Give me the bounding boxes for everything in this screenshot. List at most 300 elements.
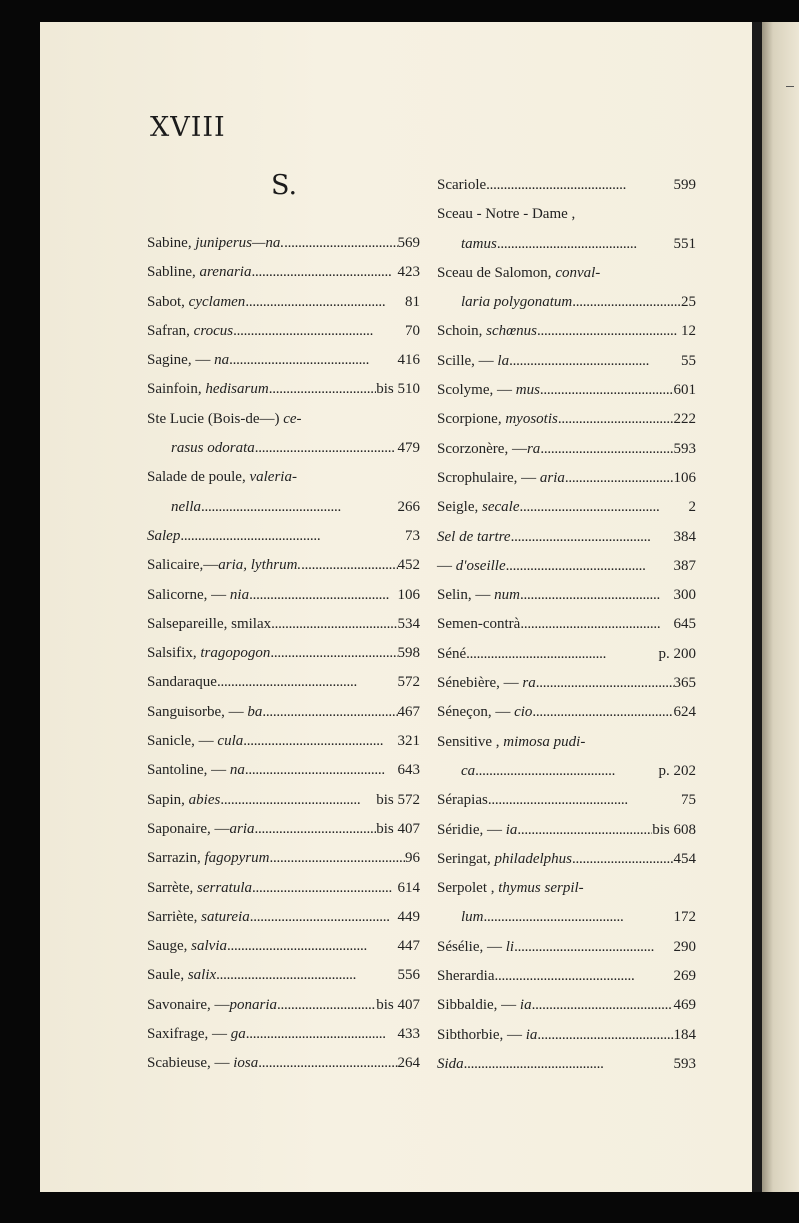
entry-page-number: 452 [397, 557, 420, 574]
entry-page-number: 184 [673, 1026, 696, 1043]
entry-term [437, 493, 519, 522]
entry-page-number: 593 [673, 1055, 696, 1072]
entry-latin-name: ia [525, 1026, 538, 1043]
index-entry [437, 728, 696, 757]
page-number: XVIII [150, 112, 226, 143]
entry-term [437, 816, 517, 845]
dot-leader [540, 435, 673, 464]
entry-term [437, 962, 494, 991]
entry-page-number: 601 [673, 382, 696, 399]
dot-leader [284, 229, 397, 258]
index-entry [437, 171, 696, 200]
entry-name: Séneçon, — [437, 704, 515, 721]
entry-page-number: 598 [397, 645, 420, 662]
index-entry [437, 1050, 696, 1079]
index-entry [437, 317, 696, 346]
entry-term [147, 229, 284, 258]
entry-term [147, 258, 251, 287]
entry-term [461, 757, 475, 786]
dot-leader [250, 903, 398, 932]
entry-page-number: 534 [397, 615, 420, 632]
entry-term [437, 259, 600, 288]
entry-page-number: 106 [397, 586, 420, 603]
entry-name: Scabieuse, — [147, 1055, 234, 1072]
entry-latin-name: ia [519, 997, 532, 1014]
entry-name: Sarriète, [147, 908, 202, 925]
dot-leader [277, 991, 376, 1020]
entry-term [147, 581, 249, 610]
entry-term [147, 463, 297, 492]
entry-term [147, 1020, 246, 1049]
entry-latin-name: serratula [196, 879, 252, 896]
index-entry [147, 668, 420, 697]
entry-name: Serpolet , [437, 880, 499, 897]
entry-page-number: 469 [673, 997, 696, 1014]
entry-term [147, 961, 216, 990]
index-entry [437, 1021, 696, 1050]
dot-leader [506, 552, 674, 581]
index-entry [437, 405, 696, 434]
entry-latin-name: crocus [193, 322, 234, 339]
dot-leader [233, 317, 405, 346]
entry-name: Saule, [147, 967, 188, 984]
dot-leader [464, 1050, 674, 1079]
index-entry [147, 874, 420, 903]
entry-term [147, 815, 255, 844]
entry-latin-name: Sel de tartre [437, 528, 511, 545]
entry-term [437, 435, 540, 464]
index-entry [147, 727, 420, 756]
dot-leader [466, 640, 658, 669]
entry-latin-name: na [214, 352, 230, 369]
entry-page-number: 321 [397, 733, 420, 750]
entry-latin-name: secale [482, 499, 520, 516]
entry-name: Sarrazin, [147, 850, 205, 867]
index-entry [147, 991, 420, 1020]
index-entry [437, 493, 696, 522]
index-entry [147, 317, 420, 346]
dot-leader [251, 258, 397, 287]
entry-latin-name: salix [187, 967, 217, 984]
entry-name: Salicorne, — [147, 586, 230, 603]
dot-leader [301, 551, 397, 580]
entry-term [171, 434, 255, 463]
entry-name: Séné [437, 645, 467, 662]
entry-name: Sandaraque [147, 674, 217, 691]
entry-page-number: 599 [673, 177, 696, 193]
entry-latin-name: cyclamen [188, 293, 246, 310]
entry-latin-name: hedisarum [205, 381, 269, 398]
entry-name: Semen-contrà [437, 616, 521, 633]
facing-page-edge [762, 22, 799, 1192]
index-entry [147, 522, 420, 551]
entry-term [437, 171, 486, 200]
entry-page-number: 365 [673, 675, 696, 692]
entry-latin-name: conval- [555, 264, 601, 281]
dot-leader [520, 581, 674, 610]
entry-page-number: 569 [397, 235, 420, 251]
entry-latin-name: ra [522, 675, 536, 692]
entry-latin-name: fagopyrum [204, 850, 270, 867]
entry-name: Santoline, — [147, 762, 230, 779]
entry-page-number: 73 [405, 527, 420, 544]
entry-page-number: 551 [673, 235, 696, 252]
index-entry [147, 903, 420, 932]
index-entry [147, 551, 420, 580]
index-entry [147, 375, 420, 404]
entry-term [437, 991, 532, 1020]
entry-term [147, 668, 217, 697]
dot-leader [227, 932, 397, 961]
entry-term [437, 581, 520, 610]
entry-page-number: 2 [688, 499, 696, 516]
entry-page-number: 300 [673, 587, 696, 604]
index-entry [147, 1049, 420, 1078]
dot-leader [558, 405, 674, 434]
dot-leader [271, 610, 397, 639]
entry-term [147, 375, 269, 404]
entry-name: Sésélie, — [437, 938, 506, 955]
index-entry [437, 816, 696, 845]
index-entry [437, 786, 696, 815]
entry-term [147, 786, 220, 815]
entry-page-number: bis 608 [652, 821, 696, 838]
index-entry [147, 639, 420, 668]
entry-page-number: 75 [681, 792, 696, 809]
entry-term [437, 698, 532, 727]
entry-term [147, 522, 180, 551]
entry-name: Selin, — [437, 587, 495, 604]
entry-name: Sabline, [147, 264, 200, 281]
dot-leader [532, 991, 674, 1020]
dot-leader [258, 1049, 397, 1078]
index-entry [147, 815, 420, 844]
index-entry [437, 230, 696, 259]
entry-page-number: p. 202 [658, 762, 696, 779]
entry-term [147, 903, 250, 932]
dot-leader [246, 1020, 398, 1049]
entry-name: Sibthorbie, — [437, 1026, 526, 1043]
entry-term [437, 200, 575, 229]
entry-latin-name: schœnus [486, 323, 538, 340]
entry-latin-name: ia [505, 821, 518, 838]
index-entry [147, 581, 420, 610]
entry-page-number: p. 200 [658, 645, 696, 662]
dot-leader [540, 376, 674, 405]
entry-name: Ste Lucie (Bois-de—) [147, 410, 284, 427]
entry-name: Scariole [437, 177, 487, 193]
entry-term [437, 640, 466, 669]
entry-latin-name: laria polygonatum [461, 294, 573, 311]
index-entry [437, 903, 696, 932]
entry-term [147, 610, 271, 639]
entry-page-number: 556 [397, 967, 420, 984]
entry-name: Schoin, [437, 323, 487, 340]
dot-leader [520, 610, 673, 639]
entry-term [437, 845, 572, 874]
entry-term [147, 639, 270, 668]
entry-latin-name: Salep [147, 527, 181, 544]
entry-latin-name: abies [188, 791, 221, 808]
entry-name: Sarrète, [147, 879, 197, 896]
entry-term [147, 551, 301, 580]
entry-term [147, 844, 269, 873]
index-entry [147, 288, 420, 317]
entry-term [437, 317, 537, 346]
entry-latin-name: valeria- [249, 469, 297, 486]
entry-term [147, 346, 229, 375]
entry-page-number: 433 [397, 1026, 420, 1043]
entry-name: Sapin, [147, 791, 189, 808]
entry-latin-name: ca [461, 762, 476, 779]
entry-name: Sainfoin, [147, 381, 206, 398]
entry-latin-name: juniperus—na. [195, 235, 285, 251]
index-entry [437, 757, 696, 786]
entry-term [461, 288, 572, 317]
entry-page-number: bis 407 [376, 996, 420, 1013]
index-entry [437, 523, 696, 552]
index-entry [147, 844, 420, 873]
dot-leader [249, 581, 397, 610]
entry-name: Salicaire,— [147, 557, 219, 574]
entry-name: Savonaire, — [147, 996, 230, 1013]
entry-name: Sabine, [147, 235, 196, 251]
section-letter: S. [271, 170, 298, 201]
entry-latin-name: mus [515, 382, 540, 399]
entry-latin-name: ce- [283, 410, 302, 427]
index-entry [437, 933, 696, 962]
entry-latin-name: aria [229, 820, 255, 837]
entry-latin-name: tamus [461, 235, 497, 252]
entry-term [147, 932, 227, 961]
dot-leader [565, 464, 674, 493]
entry-latin-name: ba [247, 703, 263, 720]
dot-leader [537, 317, 681, 346]
entry-page-number: 55 [681, 352, 696, 369]
entry-page-number: 266 [397, 498, 420, 515]
entry-latin-name: philadelphus [494, 850, 572, 867]
index-entry [437, 610, 696, 639]
dot-leader [180, 522, 405, 551]
entry-page-number: 290 [673, 938, 696, 955]
index-entry [147, 756, 420, 785]
entry-term [437, 610, 520, 639]
index-entry [437, 435, 696, 464]
entry-latin-name: myosotis [505, 411, 558, 428]
entry-latin-name: li [505, 938, 515, 955]
index-entry [147, 434, 420, 463]
entry-latin-name: nia [229, 586, 250, 603]
index-entry [437, 288, 696, 317]
dot-leader [255, 815, 377, 844]
entry-term [147, 727, 243, 756]
entry-name: Salade de poule, [147, 469, 250, 486]
entry-name: Séridie, — [437, 821, 506, 838]
entry-page-number: 454 [673, 850, 696, 867]
dot-leader [532, 698, 673, 727]
entry-page-number: bis 510 [376, 381, 420, 398]
index-entry [147, 961, 420, 990]
entry-term [437, 405, 558, 434]
index-entry [147, 610, 420, 639]
entry-page-number: 384 [673, 528, 696, 545]
index-entry [147, 932, 420, 961]
entry-page-number: 447 [397, 938, 420, 955]
entry-page-number: 467 [397, 703, 420, 720]
entry-latin-name: thymus serpil- [498, 880, 584, 897]
entry-page-number: 645 [673, 616, 696, 633]
entry-name: Sherardia [437, 968, 495, 985]
entry-page-number: 416 [397, 352, 420, 369]
entry-page-number: 12 [681, 323, 696, 340]
dot-leader [475, 757, 658, 786]
entry-name: Seigle, [437, 499, 482, 516]
entry-latin-name: nella [171, 498, 201, 515]
entry-latin-name: tragopogon [200, 645, 271, 662]
entry-term [437, 523, 511, 552]
entry-term [147, 288, 245, 317]
dot-leader [486, 171, 673, 200]
entry-name: Sabot, [147, 293, 189, 310]
index-entry [147, 463, 420, 492]
index-entry [437, 376, 696, 405]
entry-name: Safran, [147, 322, 194, 339]
entry-page-number: bis 572 [376, 791, 420, 808]
entry-page-number: 172 [673, 909, 696, 926]
index-entry [437, 259, 696, 288]
entry-page-number: 423 [397, 264, 420, 281]
entry-name: — [437, 557, 456, 574]
dot-leader [511, 523, 674, 552]
dot-leader [270, 639, 397, 668]
dot-leader [484, 903, 674, 932]
entry-page-number: 643 [397, 762, 420, 779]
entry-term [147, 405, 302, 434]
dot-leader [269, 844, 405, 873]
entry-page-number: 479 [397, 440, 420, 457]
entry-term [437, 1050, 464, 1079]
entry-term [461, 903, 484, 932]
entry-term [437, 464, 565, 493]
facing-page-mark [786, 86, 794, 87]
entry-name: Sibbaldie, — [437, 997, 520, 1014]
entry-latin-name: arenaria [199, 264, 252, 281]
entry-page-number: 81 [405, 293, 420, 310]
index-entry [437, 962, 696, 991]
entry-page-number: 593 [673, 440, 696, 457]
entry-name: Sagine, — [147, 352, 215, 369]
entry-name: Sceau - Notre - Dame , [437, 206, 576, 223]
entry-term [437, 552, 506, 581]
index-entry [437, 669, 696, 698]
index-entry [437, 347, 696, 376]
dot-leader [572, 845, 674, 874]
index-entry [147, 405, 420, 434]
entry-latin-name: mimosa pudi- [503, 733, 586, 750]
dot-leader [220, 786, 376, 815]
entry-latin-name: lum [461, 909, 484, 926]
dot-leader [252, 874, 398, 903]
entry-name: Saponaire, — [147, 820, 230, 837]
entry-term [437, 669, 536, 698]
dot-leader [509, 347, 681, 376]
entry-latin-name: na [229, 762, 245, 779]
entry-latin-name: rasus odorata [171, 440, 255, 457]
entry-latin-name: num [494, 587, 520, 604]
entry-page-number: 264 [397, 1055, 420, 1072]
entry-name: Sensitive , [437, 733, 504, 750]
entry-name: Sanicle, — [147, 733, 218, 750]
entry-term [147, 698, 262, 727]
dot-leader [216, 961, 397, 990]
dot-leader [536, 669, 674, 698]
entry-latin-name: Sida [437, 1055, 464, 1072]
entry-name: Salsifix, [147, 645, 201, 662]
dot-leader [229, 346, 397, 375]
entry-name: Sénebière, — [437, 675, 523, 692]
dot-leader [201, 493, 398, 522]
dot-leader [514, 933, 673, 962]
entry-term [437, 933, 514, 962]
entry-name: Salsepareille, smilax [147, 615, 272, 632]
entry-name: Sérapias [437, 792, 488, 809]
dot-leader [245, 756, 398, 785]
index-entry [437, 845, 696, 874]
dot-leader [243, 727, 397, 756]
index-entry [147, 346, 420, 375]
index-entry [147, 229, 420, 258]
entry-latin-name: la [497, 352, 510, 369]
entry-term [147, 756, 245, 785]
entry-latin-name: aria, lythrum. [218, 557, 302, 574]
entry-page-number: 96 [405, 850, 420, 867]
entry-latin-name: salvia [191, 938, 228, 955]
entry-page-number: 106 [673, 469, 696, 486]
entry-term [437, 728, 585, 757]
dot-leader [269, 375, 377, 404]
dot-leader [572, 288, 681, 317]
dot-leader [255, 434, 398, 463]
entry-term [171, 493, 201, 522]
entry-page-number: 387 [673, 557, 696, 574]
entry-latin-name: satureia [201, 908, 250, 925]
entry-latin-name: cio [514, 704, 533, 721]
dot-leader [517, 816, 652, 845]
index-entry [437, 581, 696, 610]
entry-page-number: 70 [405, 322, 420, 339]
entry-name: Scille, — [437, 352, 498, 369]
entry-name: Scolyme, — [437, 382, 516, 399]
dot-leader [262, 698, 397, 727]
dot-leader [488, 786, 681, 815]
entry-term [437, 874, 584, 903]
entry-term [437, 347, 509, 376]
entry-latin-name: aria [539, 469, 565, 486]
entry-term [437, 376, 540, 405]
entry-page-number: 222 [673, 411, 696, 428]
entry-page-number: 449 [397, 908, 420, 925]
entry-term [147, 991, 277, 1020]
entry-latin-name: d'oseille [455, 557, 506, 574]
entry-term [461, 230, 497, 259]
entry-latin-name: ga [230, 1026, 246, 1043]
entry-page-number: 624 [673, 704, 696, 721]
entry-term [437, 1021, 537, 1050]
index-entry [437, 698, 696, 727]
entry-name: Scrophulaire, — [437, 469, 540, 486]
dot-leader [245, 288, 405, 317]
entry-term [147, 317, 233, 346]
